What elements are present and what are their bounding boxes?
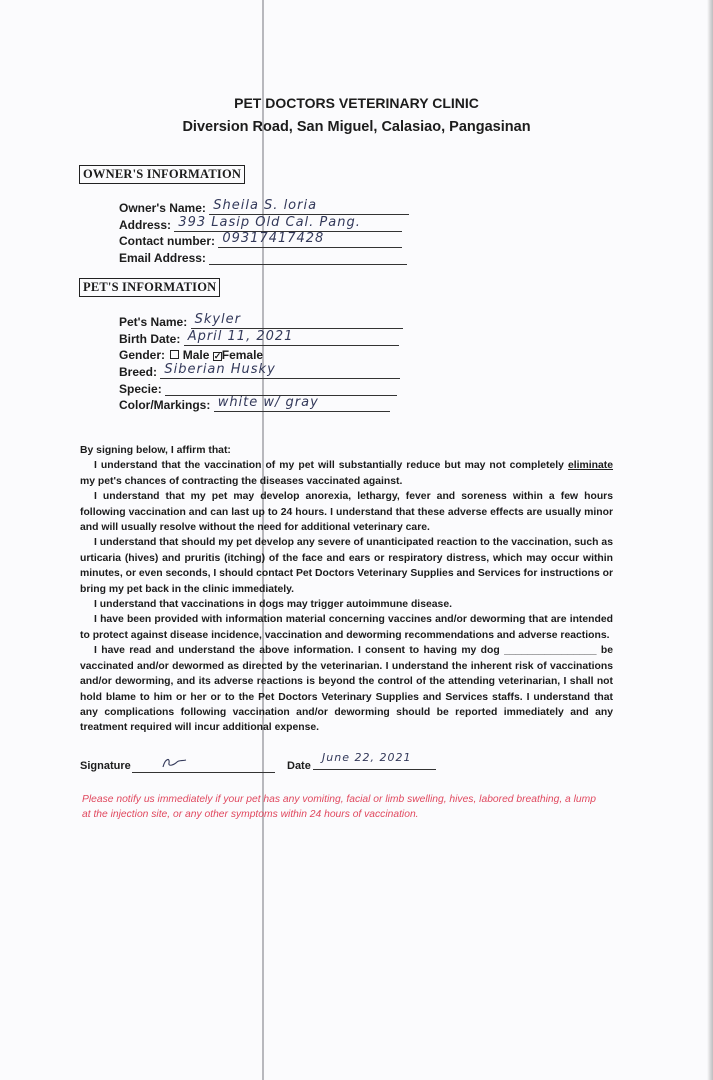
gender-field <box>119 348 263 362</box>
email-label: Email Address: <box>119 251 206 265</box>
consent-p1-text-b: my pet's chances of contracting the diseases vaccinated against. <box>80 475 403 487</box>
breed-value: Siberian Husky <box>164 362 276 377</box>
consent-paragraph-1 <box>80 458 613 489</box>
signature-line[interactable] <box>132 772 275 773</box>
specie-field <box>119 381 397 396</box>
consent-paragraph-3: I understand that should my pet develop any severe of unanticipated reaction to the vaccination, such as urticaria (hives) and pruritis (itching) of the face and ears or respiratory distress, which may occur within minutes, or even seconds, I should contact Pet Doctors Veterinary Supplies and Services for instructions or bring my pet back in the clinic immediately. <box>80 537 613 595</box>
pet-name-field <box>119 314 403 329</box>
scan-edge-shadow <box>707 0 713 1080</box>
owner-name-field <box>119 200 409 215</box>
breed-line[interactable] <box>160 364 400 379</box>
female-checkbox-checked[interactable]: ✓ <box>213 351 222 361</box>
address-field <box>119 217 402 232</box>
specie-label: Specie: <box>119 382 162 396</box>
color-markings-label: Color/Markings: <box>119 398 211 412</box>
color-markings-line[interactable] <box>214 397 390 412</box>
specie-line[interactable] <box>165 381 397 396</box>
date-label: Date <box>287 760 311 772</box>
birth-date-value: April 11, 2021 <box>187 329 294 344</box>
owner-name-value: Sheila S. loria <box>213 198 318 213</box>
consent-paragraph-5: I have been provided with information material concerning vaccines and/or deworming that are intended to protect against disease incidence, vaccination and deworming recommendations and adverse reactions. <box>80 614 613 641</box>
consent-statement <box>80 443 613 736</box>
post-vaccination-notice: Please notify us immediately if your pet has any vomiting, facial or limb swelling, hives, labored breathing, a lump at the injection site, or any other symptoms within 24 hours of vaccination. <box>82 794 596 820</box>
pet-info-heading: PET'S INFORMATION <box>79 278 220 297</box>
clinic-address: Diversion Road, San Miguel, Calasiao, Pangasinan <box>182 119 531 135</box>
address-value: 393 Lasip Old Cal. Pang. <box>178 215 361 230</box>
color-markings-field <box>119 397 390 412</box>
pet-name-value: Skyler <box>194 312 241 327</box>
birth-date-label: Birth Date: <box>119 332 181 346</box>
pet-name-line[interactable] <box>191 314 403 329</box>
gender-label: Gender: <box>119 348 166 362</box>
date-value: June 22, 2021 <box>322 751 412 764</box>
birth-date-field <box>119 331 399 346</box>
email-line[interactable] <box>209 250 407 265</box>
female-option-label: Female <box>221 348 264 362</box>
breed-field <box>119 364 400 379</box>
color-markings-value: white w/ gray <box>217 395 319 410</box>
contact-number-value: 09317417428 <box>222 231 325 246</box>
consent-intro: By signing below, I affirm that: <box>80 445 231 456</box>
address-label: Address: <box>119 218 172 232</box>
consent-paragraph-6: I have read and understand the above information. I consent to having my dog ________________ be vaccinated and/or dewormed as directed by the veterinarian. I understand the inherent risk of vaccinations and/or deworming, and its adverse reactions is beyond the control of the attending veterinarian, I shall not hold blame to him or her or to the Pet Doctors Veterinary Supplies and Services staffs. I understand that any complications following vaccination and/or deworming should be reported immediately and any treatment required will incur additional expense. <box>80 645 613 734</box>
contact-number-line[interactable] <box>218 233 402 248</box>
owner-name-label: Owner's Name: <box>119 201 206 215</box>
breed-label: Breed: <box>119 365 158 379</box>
consent-paragraph-4: I understand that vaccinations in dogs may trigger autoimmune disease. <box>94 599 452 611</box>
consent-p1-text-a: I understand that the vaccination of my pet will substantially reduce but may not completely <box>94 460 564 472</box>
pet-name-label: Pet's Name: <box>119 315 188 329</box>
clinic-name: PET DOCTORS VETERINARY CLINIC <box>234 95 479 111</box>
birth-date-line[interactable] <box>184 331 399 346</box>
address-line[interactable] <box>174 217 402 232</box>
owner-info-heading: OWNER'S INFORMATION <box>79 165 245 184</box>
handwritten-signature <box>160 755 190 769</box>
consent-paragraph-2: I understand that my pet may develop anorexia, lethargy, fever and soreness within a few hours following vaccination and can last up to 24 hours. I understand that these adverse effects are usually minor and will usually resolve without the need for additional veterinary care. <box>80 491 613 534</box>
signature-label: Signature <box>80 760 131 772</box>
date-line[interactable] <box>313 769 436 770</box>
male-option-label: Male <box>182 348 210 362</box>
email-field <box>119 250 407 265</box>
owner-name-line[interactable] <box>209 200 409 215</box>
male-checkbox[interactable] <box>170 350 179 359</box>
eliminate-word: eliminate <box>567 460 614 472</box>
contact-number-field <box>119 233 402 248</box>
contact-number-label: Contact number: <box>119 234 215 248</box>
